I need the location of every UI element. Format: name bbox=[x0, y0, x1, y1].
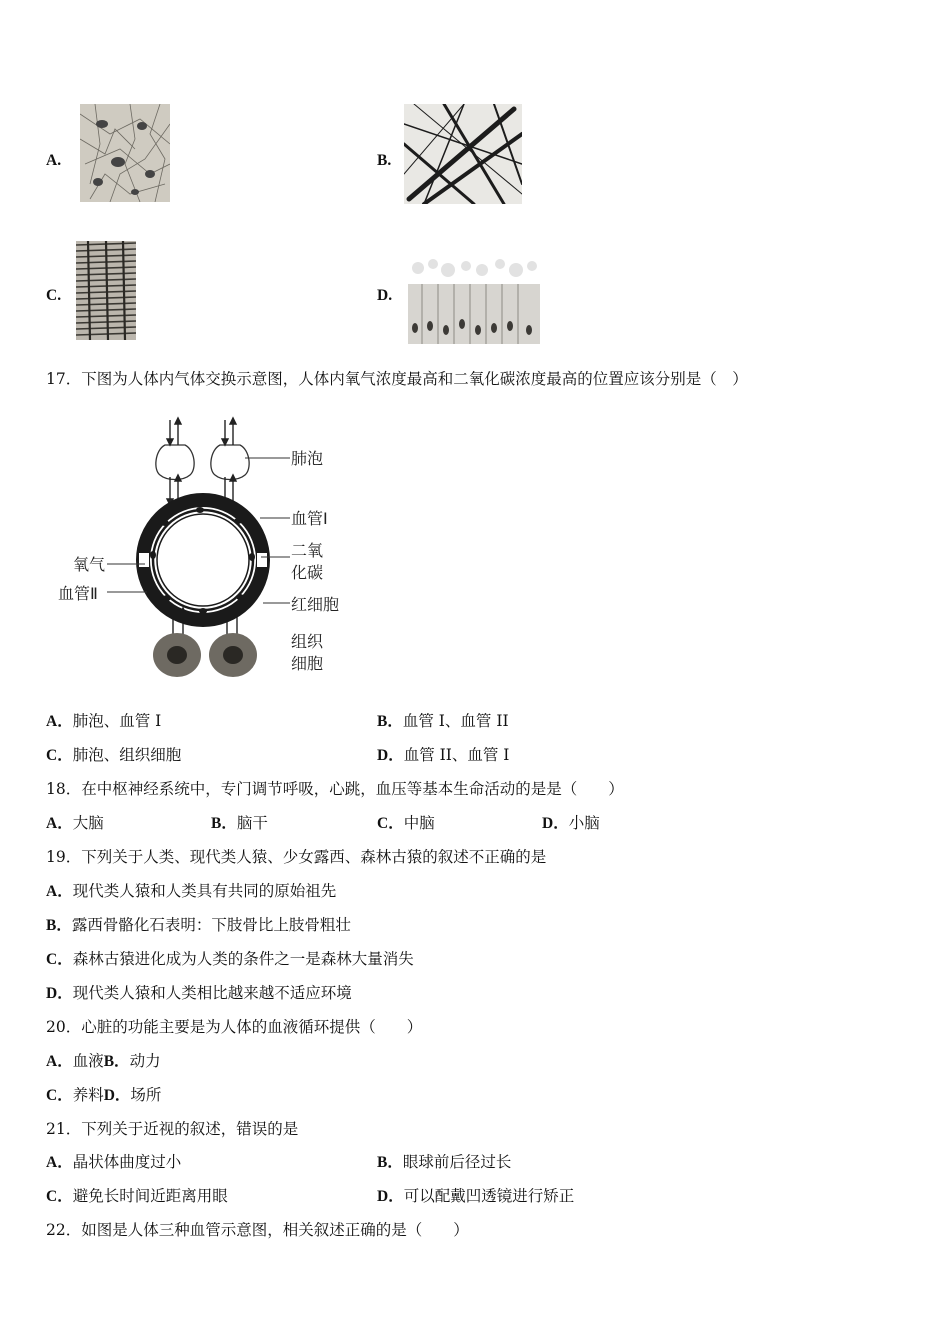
q19-option-b[interactable]: B．露西骨骼化石表明：下肢骨比上肢骨粗壮 bbox=[46, 916, 351, 934]
alveolus-label: 肺泡 bbox=[291, 449, 324, 468]
q20-option-d[interactable]: D．场所 bbox=[103, 1086, 162, 1104]
q19-option-c[interactable]: C．森林古猿进化成为人类的条件之一是森林大量消失 bbox=[46, 950, 414, 968]
gas-exchange-diagram bbox=[55, 415, 365, 685]
q20-stem: 20．心脏的功能主要是为人体的血液循环提供（ ） bbox=[46, 1018, 423, 1036]
q21-option-d[interactable]: D．可以配戴凹透镜进行矫正 bbox=[377, 1187, 575, 1205]
q17-option-b[interactable]: B．血管 I、血管 II bbox=[377, 712, 509, 730]
option-label: A. bbox=[46, 152, 62, 169]
oxygen-label: 氧气 bbox=[73, 555, 106, 574]
q22-stem: 22．如图是人体三种血管示意图，相关叙述正确的是（ ） bbox=[46, 1221, 469, 1239]
q17-option-a[interactable]: A．肺泡、血管 I bbox=[46, 712, 162, 730]
vessel-1-label: 血管Ⅰ bbox=[291, 509, 328, 528]
q17-option-d[interactable]: D．血管 II、血管 I bbox=[377, 746, 510, 764]
q18-option-d[interactable]: D．小脑 bbox=[542, 814, 600, 832]
q18-stem: 18．在中枢神经系统中，专门调节呼吸，心跳，血压等基本生命活动的是是（ ） bbox=[46, 780, 624, 798]
q18-option-a[interactable]: A．大脑 bbox=[46, 814, 104, 832]
q18-option-b[interactable]: B．脑干 bbox=[211, 814, 268, 832]
co2-label-line2: 化碳 bbox=[291, 563, 324, 582]
q21-stem: 21．下列关于近视的叙述，错误的是 bbox=[46, 1120, 299, 1138]
q17-option-c[interactable]: C．肺泡、组织细胞 bbox=[46, 746, 182, 764]
q20-option-b[interactable]: B．动力 bbox=[103, 1052, 161, 1070]
option-label: B. bbox=[377, 152, 392, 169]
co2-label-line1: 二氧 bbox=[291, 541, 324, 560]
q19-stem: 19．下列关于人类、现代类人猿、少女露西、森林古猿的叙述不正确的是 bbox=[46, 848, 547, 866]
striated-muscle-image bbox=[76, 241, 136, 340]
tissue-label-line2: 细胞 bbox=[291, 654, 324, 673]
tissue-label-line1: 组织 bbox=[291, 632, 324, 651]
q17-stem: 17．下图为人体内气体交换示意图，人体内氧气浓度最高和二氧化碳浓度最高的位置应该分别是（ ） bbox=[46, 370, 748, 388]
q21-option-b[interactable]: B．眼球前后径过长 bbox=[377, 1153, 512, 1171]
q20-options-row1 bbox=[46, 1050, 161, 1073]
option-label: C. bbox=[46, 287, 62, 304]
neuron-tissue-image bbox=[80, 104, 170, 202]
q20-option-c[interactable]: C．养料 bbox=[46, 1086, 104, 1104]
option-label: D. bbox=[377, 287, 393, 304]
q21-option-a[interactable]: A．晶状体曲度过小 bbox=[46, 1153, 182, 1171]
q19-option-d[interactable]: D．现代类人猿和人类相比越来越不适应环境 bbox=[46, 984, 352, 1002]
q20-options-row2 bbox=[46, 1084, 161, 1107]
q21-option-c[interactable]: C．避免长时间近距离用眼 bbox=[46, 1187, 228, 1205]
rbc-label: 红细胞 bbox=[291, 595, 340, 614]
q19-option-a[interactable]: A．现代类人猿和人类具有共同的原始祖先 bbox=[46, 882, 337, 900]
vessel-2-label: 血管Ⅱ bbox=[58, 584, 98, 603]
q20-option-a[interactable]: A．血液 bbox=[46, 1052, 104, 1070]
q18-option-c[interactable]: C．中脑 bbox=[377, 814, 435, 832]
epithelium-image bbox=[408, 258, 540, 344]
connective-fibers-image bbox=[404, 104, 522, 204]
